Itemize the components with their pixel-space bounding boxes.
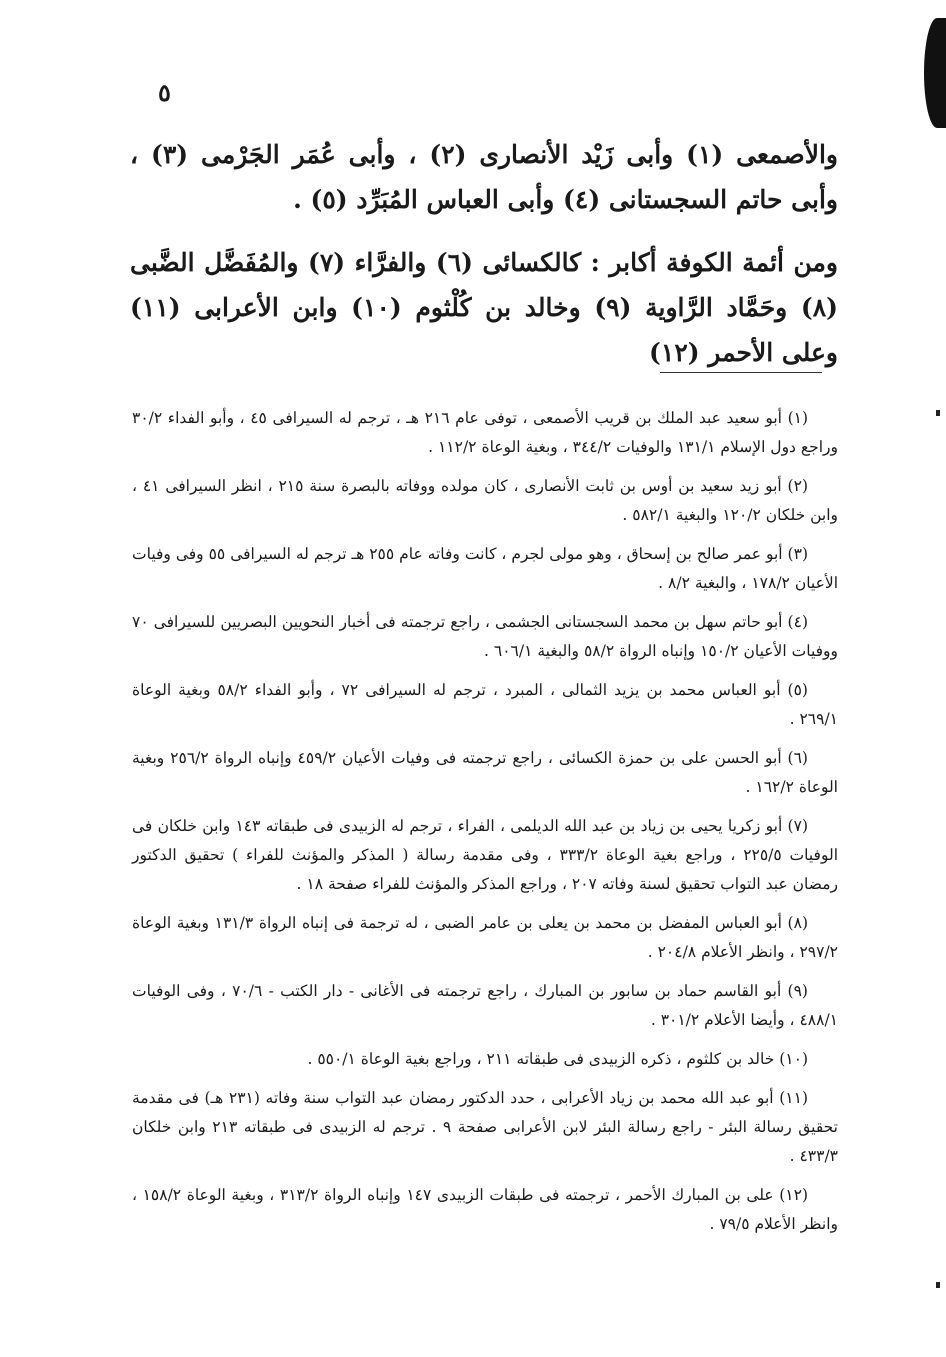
scan-speck [936, 1282, 940, 1288]
scan-speck [936, 410, 940, 416]
footnote: (١٠) خالد بن كلثوم ، ذكره الزبيدى فى طبقاته ٢١١ ، وراجع بغية الوعاة ٥٥٠/١ . [307, 1050, 808, 1068]
footnote: (٨) أبو العباس المفضل بن محمد بن يعلى بن عامر الضبى ، له ترجمة فى إنباه الرواة ١٣١/٣ وبغية الوعاة ٢٩٧/٢ ، وانظر الأعلام ٢٠٤/٨ . [132, 914, 838, 961]
footnote: (٧) أبو زكريا يحيى بن زياد بن عبد الله الديلمى ، الفراء ، ترجم له الزبيدى فى طبقاته ١٤٣ وابن خلكان فى الوفيات ٢٢٥/٥ ، وراجع بغية الوعاة ٣٣٣/٢ ، وفى مقدمة رسالة ( المذكر والمؤنث للفراء ) تحقيق الدكتور رمضان عبد التواب تحقيق لسنة وفاته ٢٠٧ ، وراجع المذكر والمؤنث للفراء صفحة ١٨ . [132, 817, 838, 893]
scan-edge-mark [924, 18, 946, 128]
footnote-separator [660, 372, 822, 373]
footnote: (٢) أبو زيد سعيد بن أوس بن ثابت الأنصارى ، كان مولده ووفاته بالبصرة سنة ٢١٥ ، انظر السيرافى ٤١ ، وابن خلكان ١٢٠/٢ والبغية ٥٨٢/١ . [132, 477, 838, 524]
main-paragraph: ومن أئمة الكوفة أكابر : كالكسائى (٦) والفرَّاء (٧) والمُفَضَّل الضَّبى (٨) وحَمَّاد الرَّاوية (٩) وخالد بن كُلْثوم (١٠) وابن الأعرابى (١١) وعلى الأحمر (١٢) [130, 248, 838, 367]
footnote: (٤) أبو حاتم سهل بن محمد السجستانى الجشمى ، راجع ترجمته فى أخبار النحويين البصريين للسيرافى ٧٠ ووفيات الأعيان ١٥٠/٢ وإنباه الرواة ٥٨/٢ والبغية ٦٠٦/١ . [132, 613, 838, 660]
footnotes [132, 404, 838, 1249]
footnote: (٥) أبو العباس محمد بن يزيد الثمالى ، المبرد ، ترجم له السيرافى ٧٢ ، وأبو الفداء ٥٨/٢ وبغية الوعاة ٢٦٩/١ . [132, 681, 838, 728]
footnote: (٦) أبو الحسن على بن حمزة الكسائى ، راجع ترجمته فى وفيات الأعيان ٤٥٩/٢ وإنباه الرواة ٢٥٦/٢ وبغية الوعاة ١٦٢/٢ . [132, 749, 838, 796]
main-paragraph: والأصمعى (١) وأبى زَيْد الأنصارى (٢) ، وأبى عُمَر الجَرْمى (٣) ، وأبى حاتم السجستانى (٤) وأبى العباس المُبَرِّد (٥) . [130, 140, 839, 214]
footnote: (١٢) على بن المبارك الأحمر ، ترجمته فى طبقات الزبيدى ١٤٧ وإنباه الرواة ٣١٣/٢ ، وبغية الوعاة ١٥٨/٢ ، وانظر الأعلام ٧٩/٥ . [132, 1186, 838, 1233]
footnote: (٣) أبو عمر صالح بن إسحاق ، وهو مولى لجرم ، كانت وفاته عام ٢٥٥ هـ ترجم له السيرافى ٥٥ وفى وفيات الأعيان ١٧٨/٢ ، والبغية ٨/٢ . [132, 545, 838, 592]
footnote: (١١) أبو عبد الله محمد بن زياد الأعرابى ، حدد الدكتور رمضان عبد التواب سنة وفاته (٢٣١ هـ) فى مقدمة تحقيق رسالة البئر - راجع رسالة البئر لابن الأعرابى صفحة ٩ . ترجم له الزبيدى فى طبقاته ٢١٣ وابن خلكان ٤٣٣/٣ . [132, 1089, 838, 1165]
page-number: ٥ [158, 78, 171, 107]
footnote: (١) أبو سعيد عبد الملك بن قريب الأصمعى ، توفى عام ٢١٦ هـ ، ترجم له السيرافى ٤٥ ، وأبو الفداء ٣٠/٢ وراجع دول الإسلام ١٣١/١ والوفيات ٣٤٤/٢ ، وبغية الوعاة ١١٢/٢ . [132, 409, 838, 456]
main-text [130, 132, 838, 393]
footnote: (٩) أبو القاسم حماد بن سابور بن المبارك ، راجع ترجمته فى الأغانى - دار الكتب - ٧٠/٦ ، وفى الوفيات ٤٨٨/١ ، وأيضا الأعلام ٣٠١/٢ . [132, 982, 838, 1029]
